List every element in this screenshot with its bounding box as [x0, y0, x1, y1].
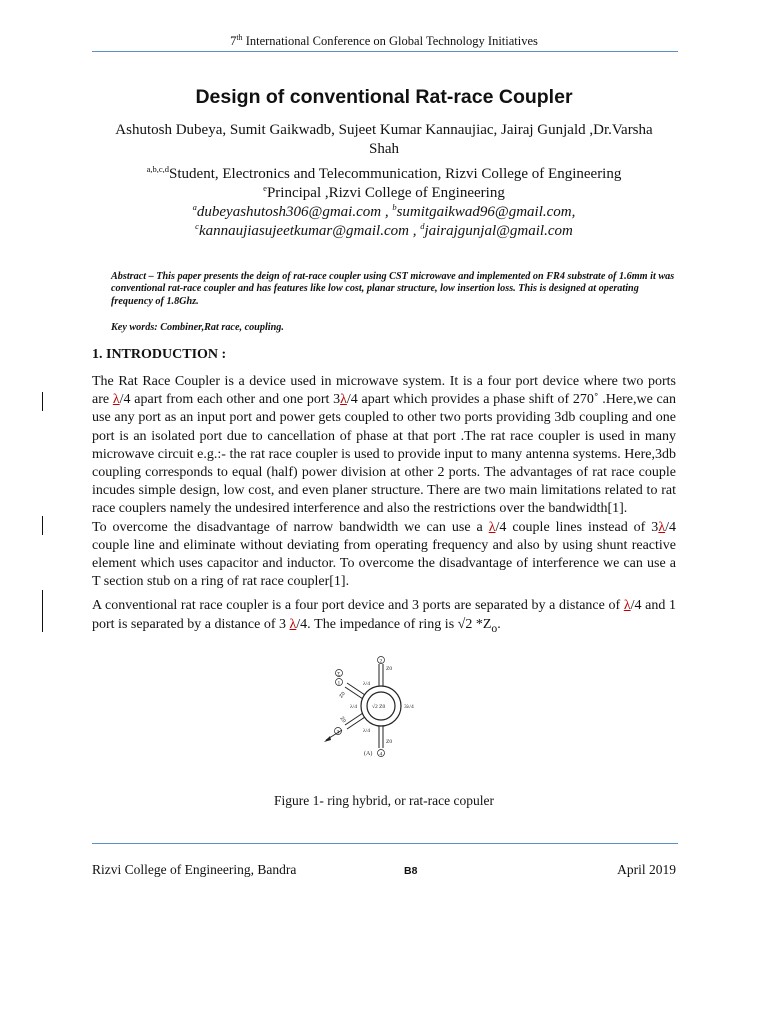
author-emails-line2: [0, 217, 768, 241]
segment-lambda-quarter-top: λ/4: [363, 681, 370, 687]
lower-left-arm-a: [345, 713, 363, 725]
affiliation-students-text: Student, Electronics and Telecommunication, Rizvi College of Engineering: [169, 166, 622, 182]
email-a-marker: a: [192, 202, 197, 212]
affiliation-principal-text: Principal ,Rizvi College of Engineering: [266, 185, 505, 201]
port-3-label: 3: [336, 729, 340, 736]
port-1-label: 1: [337, 680, 341, 687]
section-heading-introduction: 1. INTRODUCTION :: [92, 347, 227, 362]
conference-header: [0, 33, 768, 49]
paragraph-2: [92, 519, 676, 592]
introduction-body: [92, 373, 676, 638]
upper-left-arm-b: [345, 687, 363, 699]
footer-date: April 2019: [617, 862, 676, 877]
email-d-marker: d: [420, 221, 425, 231]
impedance-subscript: o: [491, 621, 498, 635]
ring-impedance-label: √2 Z0: [372, 704, 386, 710]
affiliation-principal-marker: e: [263, 183, 267, 193]
lambda-symbol: λ: [488, 519, 496, 535]
paragraph-3: [92, 597, 676, 637]
author-list-continued: Shah: [369, 141, 399, 157]
upper-arm-impedance: Z0: [338, 690, 347, 700]
rat-race-ring-figure: [300, 652, 470, 770]
email-a[interactable]: dubeyashutosh306@gmai.com ,: [196, 204, 389, 220]
port-2-label: 2: [379, 658, 383, 665]
email-b[interactable]: sumitgaikwad96@gmail.com,: [396, 204, 576, 220]
bottom-arm-impedance: Z0: [386, 739, 393, 745]
change-bar: [42, 516, 43, 535]
lambda-symbol: λ: [658, 519, 666, 535]
port-4-label: 4: [379, 751, 383, 758]
header-conference-name: International Conference on Global Technology Initiatives: [245, 34, 538, 49]
email-d[interactable]: jairajgunjal@gmail.com: [424, 223, 573, 239]
para2-text-3: /4 couple line and eliminate without deviating from operating frequency and also by using shunt reactive element which uses capacitor and inductor. To overcome the disadvantage of interference we can use a T section stub on a ring of rat race coupler[1].: [92, 519, 676, 590]
top-arm-impedance: Z0: [386, 666, 393, 672]
para3-text-4: .: [497, 616, 501, 632]
lower-arm-impedance: Z0: [338, 715, 347, 725]
email-b-marker: b: [392, 202, 397, 212]
lambda-symbol: λ: [623, 598, 631, 614]
header-ordinal: 7: [230, 34, 237, 49]
email-c[interactable]: kannaujiasujeetkumar@gmail.com ,: [198, 223, 417, 239]
page-number: B8: [404, 865, 418, 877]
email-c-marker: c: [195, 221, 199, 231]
author-list: Ashutosh Dubeya, Sumit Gaikwadb, Sujeet Kumar Kannaujiac, Jairaj Gunjald ,Dr.Varsha: [115, 122, 653, 138]
paragraph-1: [92, 373, 676, 519]
para3-text-1: A conventional rat race coupler is a four port device and 3 ports are separated by a distance of: [92, 598, 624, 614]
segment-lambda-quarter-bottom: λ/4: [363, 728, 370, 734]
lambda-symbol: λ: [112, 392, 120, 408]
footer-institution: Rizvi College of Engineering, Bandra: [92, 862, 297, 877]
para1-text-3: /4 apart which provides a phase shift of 270˚ .Here,we can use any port as an input port and power gets coupled to other two ports providing 3db coupling and one port is an isolated port due to cancellation of phase at that port .The rat race coupler is used in many microwave circuit e.g.:- the rat race coupler is used to provide input to many antenna systems. Here,3db coupling corresponds to equal (half) power division at other 2 ports. The advantages of rat race couple incudes simple design, low cost, and even planer structure. There are two main limitations related to rat race couplers namely the undesired interference and also the restrictions over the bandwidth[1].: [92, 392, 676, 517]
affiliation-students-marker: a,b,c,d: [146, 164, 170, 174]
segment-lambda-quarter-left: λ/4: [350, 704, 357, 710]
figure-a-label: (A): [364, 751, 373, 757]
abstract: Abstract – This paper presents the deign of rat-race coupler using CST microwave and implemented on FR4 substrate of 1.6mm it was conventional rat-race coupler and has features like low cost, planar structure, low insertion loss. This is designed at operating frequency of 1.8Ghz.: [111, 271, 675, 307]
figure-caption: Figure 1- ring hybrid, or rat-race copuler: [273, 793, 495, 808]
lambda-symbol: λ: [289, 616, 297, 632]
change-bar: [42, 590, 43, 632]
para2-text-1: To overcome the disadvantage of narrow bandwidth we can use a: [92, 519, 489, 535]
header-ordinal-suffix: th: [236, 33, 243, 42]
keywords: Key words: Combiner,Rat race, coupling.: [111, 322, 284, 333]
para2-text-2: /4 couple lines instead of 3: [495, 519, 659, 535]
paper-title: Design of conventional Rat-race Coupler: [195, 86, 573, 108]
change-bar: [42, 392, 43, 411]
para1-text-2: /4 apart from each other and one port 3: [119, 392, 341, 408]
para3-text-2: /4 and 1 port is separated by a distance of 3: [92, 598, 677, 632]
port-sum-label: Σ: [337, 671, 341, 678]
footer-rule: [92, 843, 678, 844]
para3-text-3: /4. The impedance of ring is √2 *Z: [296, 616, 492, 632]
input-arrow-head: [324, 736, 331, 742]
para1-text-1: The Rat Race Coupler is a device used in microwave system. It is a four port device where two ports are: [92, 374, 676, 408]
header-rule: [92, 51, 678, 52]
lambda-symbol: λ: [340, 392, 347, 408]
segment-three-lambda-quarter: 3λ/4: [404, 704, 414, 710]
